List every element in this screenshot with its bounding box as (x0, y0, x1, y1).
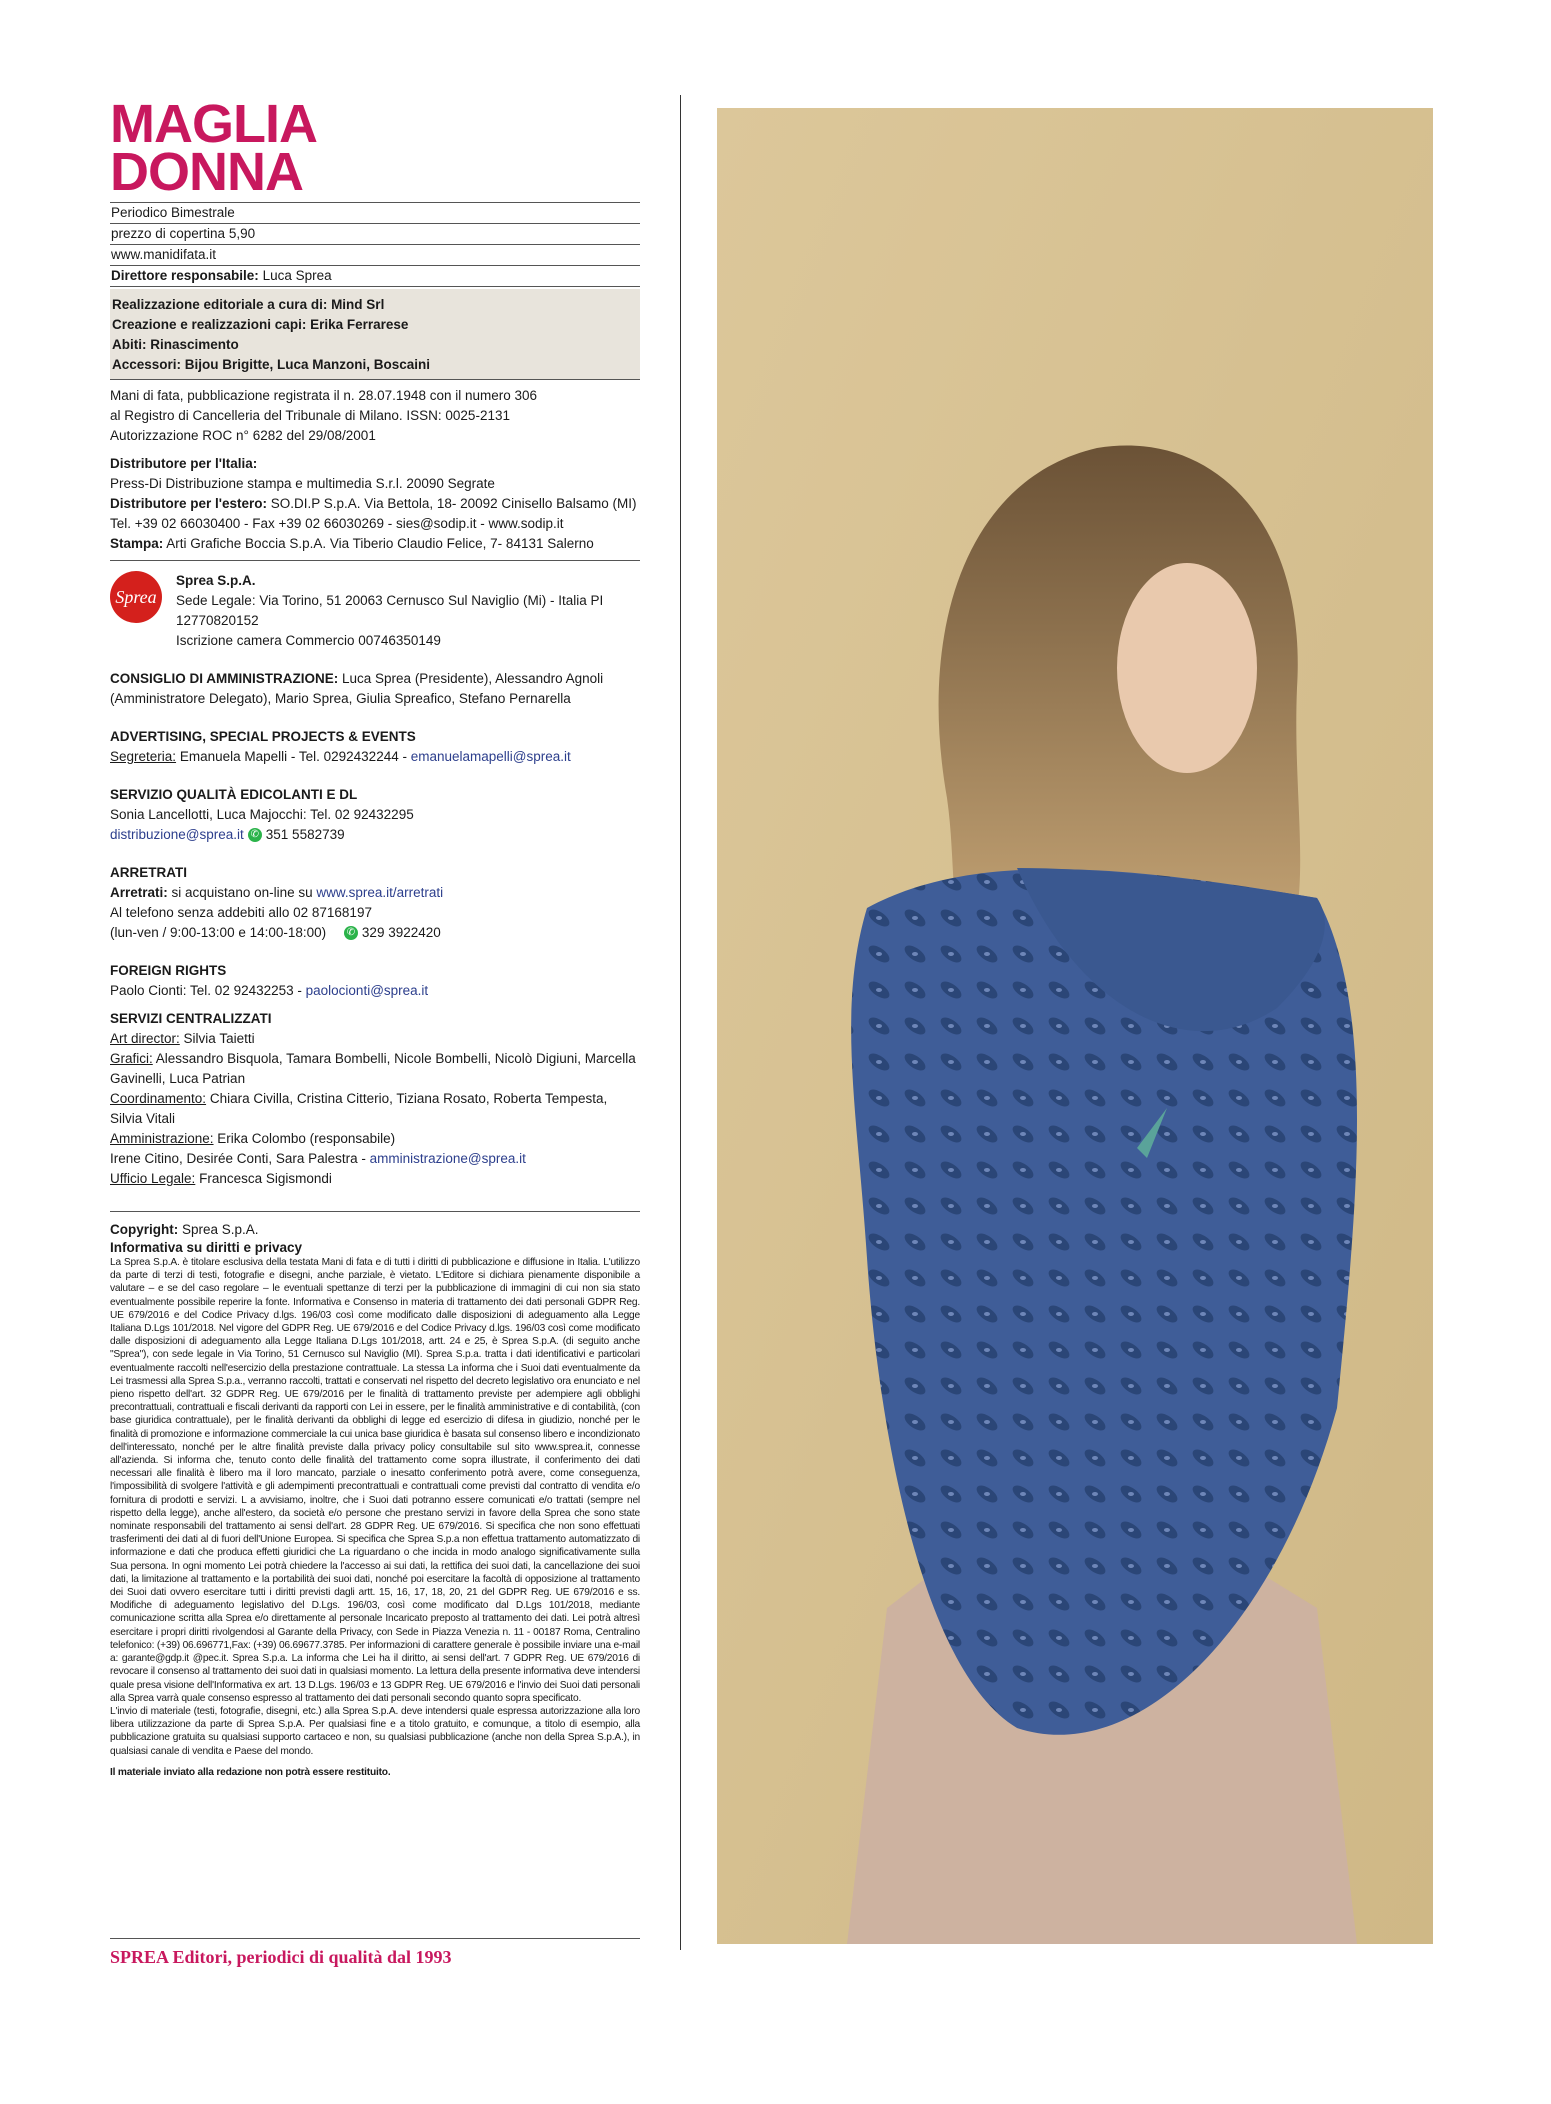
distribution-email[interactable]: distribuzione@sprea.it (110, 827, 244, 842)
central-services: SERVIZI CENTRALIZZATI Art director: Silvia Taietti Grafici: Alessandro Bisquola, Tamara Bombelli, Nicole Bombelli, Nicolò Digiuni, Marcella Gavinelli, Luca Patrian Coordinamento: Chiara Civilla, Cristina Citterio, Tiziana Rosato, Roberta Tempesta, Silvia Vitali Amministrazione: Erika Colombo (responsabile) Irene Citino, Desirée Conti, Sara Palestra - amministrazione@sprea.it Ufficio Legale: Francesca Sigismondi (110, 1011, 636, 1186)
privacy-text: La Sprea S.p.A. è titolare esclusiva della testata Mani di fata e di tutti i diritti di pubblicazione e diffusione in Italia. L'utilizzo da parte di terzi di testi, fotografie e disegni, anche parziale, è vietato. L'Editore si dichiara pienamente disponibile a valutare – e se del caso regolare – le eventuali spettanze di terzi per la pubblicazione di immagini di cui non sia stato eventualmente possibile reperire la fonte. Informativa e Consenso in materia di trattamento dei dati personali GDPR Reg. UE 679/2016 e del Codice Privacy d.lgs. 196/03 così come modificato dalle disposizioni di adeguamento alla Legge Italiana D.Lgs 101/2018. Nel vigore del GDPR Reg. UE 679/2016 e del Codice Privacy d.lgs. 196/03 così come modificato dalle disposizioni di adeguamento alla Legge Italiana D.Lgs 101/2018, artt. 24 e 25, è Sprea S.p.A. (di seguito anche "Sprea"), con sede legale in Via Torino, 51 Cernusco sul Naviglio (MI). Sprea S.p.a. tratta i dati identificativi e particolari eventualmente raccolti nell'esercizio della prestazione contrattuale. La stessa La informa che i Suoi dati eventualmente da Lei trasmessi alla Sprea S.p.a., verranno raccolti, trattati e conservati nel rispetto del decreto legislativo ora enunciato e nel pieno rispetto dell'art. 32 GDPR Reg. UE 679/2016 per le finalità di trattamento previste per adempiere agli obblighi precontrattuali, contrattuali e fiscali derivanti da rapporti con Lei in essere, per le finalità amministrative e di contabilità, (con base giuridica contrattuale), per le finalità derivanti da obblighi di legge ed esercizio di difesa in giudizio, nonché per le finalità di promozione e informazione commerciale la cui unica base giuridica è basata sul consenso libero e incondizionato dell'interessato, nonché per le altre finalità previste dalla privacy policy consultabile sul sito www.sprea.it, connesse all'azienda. Si informa che, tenuto conto delle finalità del trattamento come sopra illustrate, il conferimento dei dati necessari alle finalità è libero ma il loro mancato, parziale o inesatto conferimento potrà avere, come conseguenza, l'impossibilità di svolgere l'attività e gli adempimenti precontrattuali e contrattuali come previsti dal contratto di vendita e/o fornitura di prodotti e servizi. L a avvisiamo, inoltre, che i Suoi dati potranno essere comunicati e/o trattati (sempre nel rispetto della legge), anche all'estero, da società e/o persone che prestano servizi in favore della Sprea che sono state nominate responsabili del trattamento ai sensi dell'art. 28 GDPR Reg. UE 679/2016. Si specifica che non sono effettuati trasferimenti dei dati al di fuori dell'Unione Europea. Si specifica che Sprea S.p.a non effettua trattamento automatizzato di informazione e dati che produca effetti giuridici che La riguardano o che incida in modo analogo significativamente sulla Sua persona. In ogni momento Lei potrà chiedere la l'accesso ai sui dati, la rettifica dei suoi dati, la cancellazione dei suoi dati, la limitazione al trattamento e la portabilità dei suoi dati, nonché poi esercitare la facoltà di opposizione al trattamento dei Suoi dati ovvero esercitare tutti i diritti previsti dagli artt. 15, 16, 17, 18, 20, 21 del GDPR Reg. UE 679/2016 e ss. Modifiche di adeguamento legislativo del D.Lgs. 196/03, così come modificato dal D.Lgs 101/2018, mediante comunicazione scritta alla Sprea e/o direttamente al personale Incaricato preposto al trattamento dei dati. Lei potrà altresì esercitare i propri diritti rivolgendosi al Garante della Privacy, con Sede in Piazza Venezia n. 11 - 00187 Roma, Centralino telefonico: (+39) 06.696771,Fax: (+39) 06.69677.3785. Per informazioni di carattere generale è possibile inviare una e-mail a: garante@gdp.it @pec.it. Sprea S.p.a. La informa che Lei ha il diritto, ai sensi dell'art. 7 GDPR Reg. UE 679/2016 di revocare il consenso al trattamento dei suoi dati in qualsiasi momento. La lettura della presente informativa deve intendersi quale presa visione dell'Informativa ex art. 13 D.Lgs. 196/03 e 13 GDPR Reg. UE 679/2016 e l'invio dei Suoi dati personali alla Sprea varrà quale consenso espresso al trattamento dei dati personali secondo quanto sopra specificato. (110, 1257, 640, 1704)
credit-line: Realizzazione editoriale a cura di: Mind Srl (112, 297, 385, 312)
masthead-line2: DONNA (110, 142, 303, 202)
distribution: Distributore per l'Italia: Press-Di Distribuzione stampa e multimedia S.r.l. 20090 Segrate Distributore per l'estero: SO.DI.P S.p.A. Via Bettola, 18- 20092 Cinisello Balsamo (MI) Tel. +39 02 66030400 - Fax +39 02 66030269 - sies@sodip.it - www.sodip.it Stampa: Arti Grafiche Boccia S.p.A. Via Tiberio Claudio Felice, 7- 84131 Salerno (110, 456, 637, 551)
publisher-block: Sprea Sprea S.p.A. Sede Legale: Via Torino, 51 20063 Cernusco Sul Naviglio (Mi) - Italia PI 12770820152 Iscrizione camera Commercio 00746350149 (110, 561, 640, 651)
board: CONSIGLIO DI AMMINISTRAZIONE: Luca Sprea (Presidente), Alessandro Agnoli (Amministratore Delegato), Mario Sprea, Giulia Spreafico, Stefano Pernarella (110, 671, 604, 706)
credit-line: Accessori: Bijou Brigitte, Luca Manzoni, Boscaini (112, 357, 431, 372)
director: Direttore responsabile: Luca Sprea (110, 266, 640, 287)
credit-line: Creazione e realizzazioni capi: Erika Ferrarese (112, 317, 409, 332)
website[interactable]: www.manidifata.it (110, 245, 640, 266)
admin-email[interactable]: amministrazione@sprea.it (369, 1151, 526, 1166)
model-photo-illustration (717, 108, 1433, 1944)
masthead (110, 94, 640, 202)
footer-tagline: SPREA Editori, periodici di qualità dal 1993 (110, 1938, 640, 1968)
advertising-email[interactable]: emanuelamapelli@sprea.it (410, 749, 571, 764)
periodicity: Periodico Bimestrale (110, 203, 640, 224)
back-issues-link[interactable]: www.sprea.it/arretrati (316, 885, 444, 900)
credit-line: Abiti: Rinascimento (112, 337, 239, 352)
material-text: L'invio di materiale (testi, fotografie, disegni, etc.) alla Sprea S.p.A. deve intendersi quale espressa autorizzazione alla loro libera utilizzazione da parte di Sprea S.p.A. Per qualsiasi fine e a titolo gratuito, e comunque, a titolo di esempio, alla pubblicazione gratuita su qualsiasi supporto cartaceo e non, su qualsiasi pubblicazione (anche non della Sprea S.p.A.), in qualsiasi canale di vendita e Paese del mondo. (110, 1705, 640, 1757)
copyright-block: Copyright: Sprea S.p.A. Informativa su diritti e privacy La Sprea S.p.A. è titolare esclusiva della testata Mani di fata e di tutti i diritti di pubblicazione e diffusione in Italia. L'utilizzo da parte di terzi di testi, fotografie e disegni, anche parziale, è vietato. L'Editore si dichiara pienamente disponibile a valutare – e se del caso regolare – le eventuali spettanze di terzi per la pubblicazione di immagini di cui non sia stato eventualmente possibile reperire la fonte. Informativa e Consenso in materia di trattamento dei dati personali GDPR Reg. UE 679/2016 e del Codice Privacy d.lgs. 196/03 così come modificato dalle disposizioni di adeguamento alla Legge Italiana D.Lgs 101/2018. Nel vigore del GDPR Reg. UE 679/2016 e del Codice Privacy d.lgs. 196/03 così come modificato dalle disposizioni di adeguamento alla Legge Italiana D.Lgs 101/2018, artt. 24 e 25, è Sprea S.p.A. (di seguito anche "Sprea"), con sede legale in Via Torino, 51 Cernusco sul Naviglio (MI). Sprea S.p.a. tratta i dati identificativi e particolari eventualmente raccolti nell'esercizio della prestazione contrattuale. La stessa La informa che i Suoi dati eventualmente da Lei trasmessi alla Sprea S.p.a., verranno raccolti, trattati e conservati nel rispetto del decreto legislativo ora enunciato e nel pieno rispetto dell'art. 32 GDPR Reg. UE 679/2016 per le finalità di trattamento previste per adempiere agli obblighi precontrattuali, contrattuali e fiscali derivanti da rapporti con Lei in essere, per le finalità amministrative e di contabilità, (con base giuridica contrattuale), per le finalità derivanti da obblighi di legge ed esercizio di difesa in giudizio, nonché per le finalità di promozione e informazione commerciale la cui unica base giuridica è basata sul consenso libero e incondizionato dell'interessato, nonché per le altre finalità previste dalla privacy policy consultabile sul sito www.sprea.it, connesse all'azienda. Si informa che, tenuto conto delle finalità del trattamento come sopra illustrate, il conferimento dei dati necessari alle finalità è libero ma il loro mancato, parziale o inesatto conferimento potrà avere, come conseguenza, l'impossibilità di svolgere l'attività e gli adempimenti precontrattuali e contrattuali come previsti dal contratto di vendita e/o fornitura di prodotti e servizi. L a avvisiamo, inoltre, che i Suoi dati potranno essere comunicati e/o trattati (sempre nel rispetto della legge), anche all'estero, da società e/o persone che prestano servizi in favore della Sprea che sono state nominate responsabili del trattamento ai sensi dell'art. 28 GDPR Reg. UE 679/2016. Si specifica che non sono effettuati trasferimenti dei dati al di fuori dell'Unione Europea. Si specifica che Sprea S.p.a non effettua trattamento automatizzato di informazione e dati che produca effetti giuridici che La riguardano o che incida in modo analogo significativamente sulla Sua persona. In ogni momento Lei potrà chiedere la l'accesso ai sui dati, la rettifica dei suoi dati, la cancellazione dei suoi dati, la limitazione al trattamento e la portabilità dei suoi dati, nonché poi esercitare la facoltà di opposizione al trattamento dei Suoi dati ovvero esercitare tutti i diritti previsti dagli artt. 15, 16, 17, 18, 20, 21 del GDPR Reg. UE 679/2016 e ss. Modifiche di adeguamento legislativo del D.Lgs. 196/03, così come modificato dal D.Lgs 101/2018, mediante comunicazione scritta alla Sprea e/o direttamente al personale Incaricato preposto al trattamento dei dati. Lei potrà altresì esercitare i propri diritti rivolgendosi al Garante della Privacy, con Sede in Piazza Venezia n. 11 - 00187 Roma, Centralino telefonico: (+39) 06.696771,Fax: (+39) 06.69677.3785. Per informazioni di carattere generale è possibile inviare una e-mail a: garante@gdp.it @pec.it. Sprea S.p.a. La informa che Lei ha il diritto, ai sensi dell'art. 7 GDPR Reg. UE 679/2016 di revocare il consenso al trattamento dei suoi dati in qualsiasi momento. La lettura della presente informativa deve intendersi quale presa visione dell'Informativa ex art. 13 D.Lgs. 196/03 e 13 GDPR Reg. UE 679/2016 e l'invio dei Suoi dati personali alla Sprea varrà quale consenso espresso al trattamento dei dati personali secondo quanto sopra specificato. L'invio di materiale (testi, fotografie, disegni, etc.) alla Sprea S.p.A. deve intendersi quale espressa autorizzazione alla loro libera utilizzazione da parte di Sprea S.p.A. Per qualsiasi fine e a titolo gratuito, e comunque, a titolo di esempio, alla pubblicazione gratuita su qualsiasi supporto cartaceo e non, su qualsiasi pubblicazione (anche non della Sprea S.p.A.), in qualsiasi canale di vendita e Paese del mondo. Il materiale inviato alla redazione non potrà essere restituito. (110, 1222, 640, 1778)
column-divider (680, 95, 681, 1950)
colophon-column (110, 94, 640, 1779)
whatsapp-icon: ✆ (344, 926, 358, 940)
subscriptions: SERVIZIO QUALITÀ EDICOLANTI E DL Sonia Lancellotti, Luca Majocchi: Tel. 02 92432295 distribuzione@sprea.it ✆ 351 5582739 (110, 787, 414, 842)
foreign-email[interactable]: paolocionti@sprea.it (305, 983, 429, 998)
model-photo (717, 108, 1433, 1944)
cover-price: prezzo di copertina 5,90 (110, 224, 640, 245)
whatsapp-icon: ✆ (248, 828, 262, 842)
sprea-logo: Sprea (110, 571, 162, 623)
foreign-rights: FOREIGN RIGHTS Paolo Cionti: Tel. 02 92432253 - paolocionti@sprea.it (110, 963, 429, 998)
masthead-line1: MAGLIA (110, 94, 317, 154)
registration: Mani di fata, pubblicazione registrata il n. 28.07.1948 con il numero 306 al Registro di Cancelleria del Tribunale di Milano. ISSN: 0025-2131 Autorizzazione ROC n° 6282 del 29/08/2001 (110, 388, 538, 443)
back-issues: ARRETRATI Arretrati: si acquistano on-line su www.sprea.it/arretrati Al telefono senza addebiti allo 02 87168197 (lun-ven / 9:00-13:00 e 14:00-18:00) ✆ 329 3922420 (110, 865, 444, 940)
advertising: ADVERTISING, SPECIAL PROJECTS & EVENTS Segreteria: Emanuela Mapelli - Tel. 0292432244 - emanuelamapelli@sprea.it (110, 729, 571, 764)
material-note: Il materiale inviato alla redazione non potrà essere restituito. (110, 1766, 391, 1778)
credits-box (110, 289, 640, 380)
